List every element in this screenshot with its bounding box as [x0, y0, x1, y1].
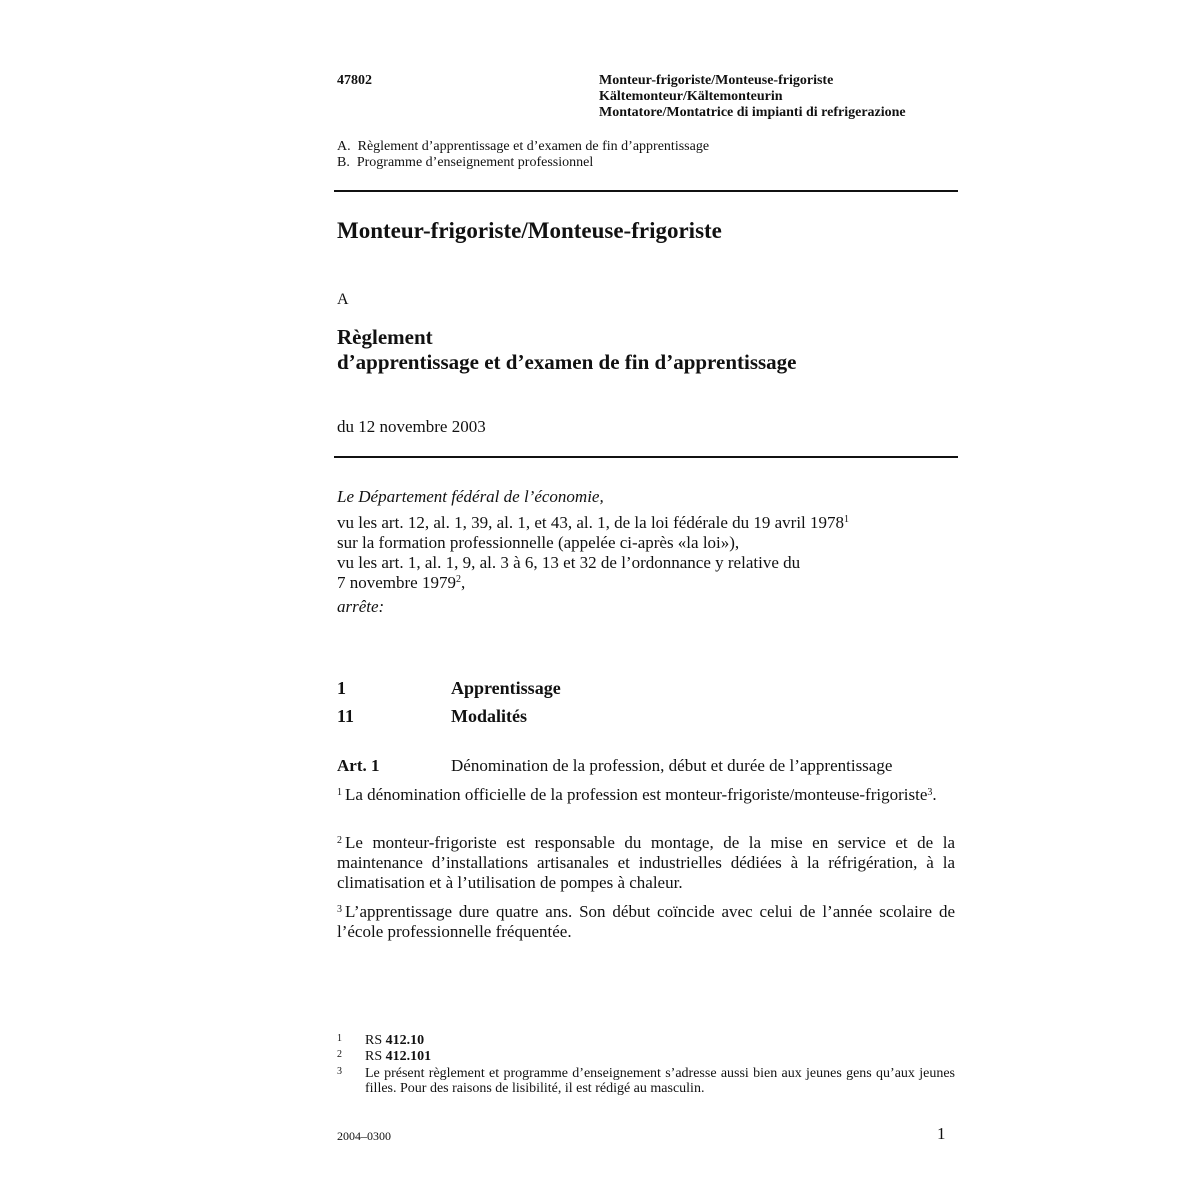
preamble-line: vu les art. 1, al. 1, 9, al. 3 à 6, 13 et 32 de l’ordonnance y relative du	[337, 553, 801, 572]
article-heading	[337, 756, 892, 776]
footnote: 1 RS 412.10	[337, 1033, 425, 1048]
section-title: Modalités	[451, 706, 527, 726]
page-title: Monteur-frigoriste/Monteuse-frigoriste	[337, 218, 722, 243]
preamble-line: vu les art. 12, al. 1, 39, al. 1, et 43, al. 1, de la loi fédérale du 19 avril 1978$^1$	[337, 513, 850, 532]
preamble-decree: arrête:	[337, 597, 385, 616]
top-rule	[334, 190, 958, 192]
preamble	[337, 487, 957, 617]
header-part-a: A. Règlement d’apprentissage et d’examen de fin d’apprentissage	[337, 139, 710, 154]
regulation-title	[337, 325, 797, 375]
page-number: 1	[937, 1124, 946, 1143]
section-title: Apprentissage	[451, 678, 561, 698]
footnote: 3 Le présent règlement et programme d’enseignement s’adresse aussi bien aux jeunes gens qu’aux jeunes filles. Pour des raisons de lisibilité, il est rédigé au masculin.	[337, 1066, 955, 1096]
footnote: 2 RS 412.101	[337, 1049, 432, 1064]
regulation-title-line2: d’apprentissage et d’examen de fin d’apprentissage	[337, 350, 797, 374]
header-title-fr: Monteur-frigoriste/Monteuse-frigoriste	[599, 73, 834, 88]
header-title-it: Montatore/Montatrice di impianti di refrigerazione	[599, 105, 906, 120]
regulation-date: du 12 novembre 2003	[337, 417, 486, 436]
footnote-ref[interactable]: 1	[844, 514, 850, 525]
footnote-ref[interactable]: 3	[927, 787, 933, 798]
document-number: 47802	[337, 73, 372, 88]
header-title-de: Kältemonteur/Kältemonteurin	[599, 89, 783, 104]
article-paragraph: $^3$ L’apprentissage dure quatre ans. Son début coïncide avec celui de l’année scolaire de l’école professionnelle fréquentée.	[337, 902, 955, 941]
subsection-heading	[337, 706, 527, 727]
article-number: Art. 1	[337, 756, 380, 775]
article-title: Dénomination de la profession, début et durée de l’apprentissage	[451, 756, 893, 775]
article-paragraph: $^2$ Le monteur-frigoriste est responsable du montage, de la mise en service et de la maintenance d’installations artisanales et industrielles dédiées à la réfrigération, à la climatisation et à l’utilisation de pompes à chaleur.	[337, 833, 955, 892]
preamble-line: sur la formation professionnelle (appelée ci-après «la loi»),	[337, 533, 740, 552]
header-parts	[337, 139, 709, 171]
section-number: 1	[337, 678, 346, 698]
part-letter: A	[337, 291, 349, 308]
footnote-ref[interactable]: 2	[455, 574, 461, 585]
footer-code: 2004–0300	[337, 1129, 391, 1143]
header-titles	[599, 73, 906, 121]
middle-rule	[334, 456, 958, 458]
regulation-title-line1: Règlement	[337, 325, 433, 349]
section-heading	[337, 678, 561, 699]
section-number: 11	[337, 706, 355, 726]
preamble-line: 7 novembre 1979$^2$,	[337, 573, 466, 592]
article-paragraph: $^1$ La dénomination officielle de la profession est monteur-frigoriste/monteuse-frigoriste$^3$.	[337, 785, 937, 804]
header-part-b: B. Programme d’enseignement professionnel	[337, 155, 594, 170]
preamble-authority: Le Département fédéral de l’économie,	[337, 487, 604, 506]
